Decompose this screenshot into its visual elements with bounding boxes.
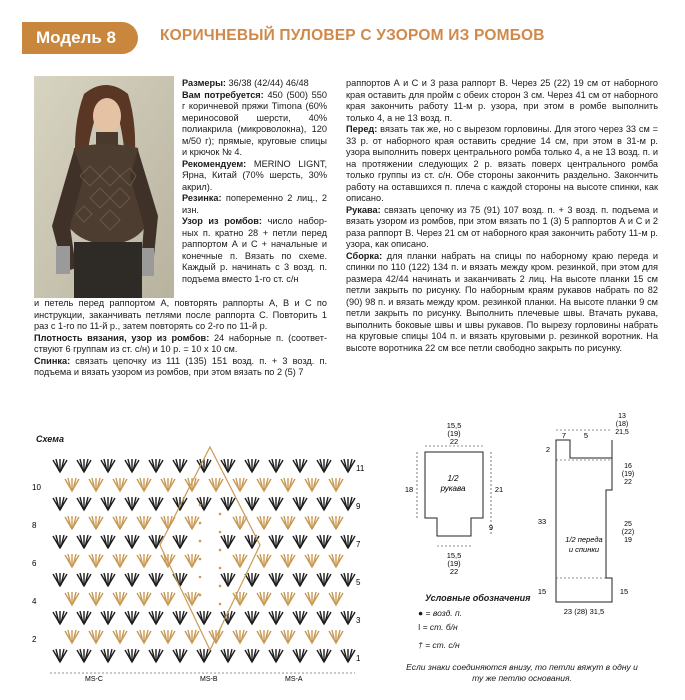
stitch-group-icon bbox=[101, 573, 115, 586]
stitch-group-icon bbox=[317, 535, 331, 548]
stitch-group-icon bbox=[257, 478, 271, 491]
stitch-group-icon bbox=[341, 459, 355, 472]
sleeve-diagram bbox=[395, 418, 515, 588]
row-number: 4 bbox=[32, 597, 37, 606]
stitch-group-icon bbox=[149, 649, 163, 662]
back-label: Спинка: bbox=[34, 355, 71, 366]
legend-title: Условные обозначения bbox=[425, 593, 531, 603]
body-top-mid: 5 bbox=[583, 431, 589, 440]
stitch-group-icon bbox=[317, 573, 331, 586]
stitch-group-icon bbox=[269, 611, 283, 624]
row-number: 5 bbox=[356, 578, 361, 587]
stitch-group-icon bbox=[341, 649, 355, 662]
chain-dot bbox=[219, 531, 222, 534]
stitch-group-icon bbox=[341, 535, 355, 548]
stitch-group-icon bbox=[161, 478, 175, 491]
stitch-group-icon bbox=[257, 592, 271, 605]
cross-stitch-icon: † bbox=[418, 640, 423, 650]
right-column bbox=[346, 78, 658, 354]
materials-text: 450 (500) 550 г коричневой пряжи Timona (60% мериносовой шерсти, 40% полиакрила (микроволокна), 120 м/50 г); прямые, круговые спицы и крючок № 4. bbox=[182, 89, 327, 157]
stitch-group-icon bbox=[317, 497, 331, 510]
stitch-group-icon bbox=[245, 611, 259, 624]
stitch-group-icon bbox=[281, 554, 295, 567]
stitch-group-icon bbox=[149, 497, 163, 510]
model-badge: Модель 8 bbox=[22, 22, 138, 54]
stitch-group-icon bbox=[149, 573, 163, 586]
stitch-group-icon bbox=[269, 459, 283, 472]
stitch-group-icon bbox=[137, 592, 151, 605]
density-text: 24 наборные п. (соответствуют 6 группам из ст. с/н) и 10 р. = 10 х 10 см. bbox=[34, 332, 327, 354]
chain-dot bbox=[219, 513, 222, 516]
stitch-group-icon bbox=[233, 554, 247, 567]
sleeve-cuff: 9 bbox=[488, 523, 494, 532]
left-column-top bbox=[182, 78, 327, 285]
stitch-group-icon bbox=[65, 554, 79, 567]
sizes-text: 36/38 (42/44) 46/48 bbox=[226, 78, 309, 88]
row-number: 9 bbox=[356, 502, 361, 511]
body-schematic bbox=[520, 412, 670, 617]
diamond-outline bbox=[160, 447, 260, 650]
stitch-group-icon bbox=[329, 630, 343, 643]
stitch-group-icon bbox=[65, 516, 79, 529]
materials-label: Вам потребуется: bbox=[182, 89, 264, 100]
stitch-group-icon bbox=[53, 535, 67, 548]
stitch-group-icon bbox=[101, 611, 115, 624]
body-label-1: 1/2 переда bbox=[565, 535, 603, 544]
body-top-left: 7 bbox=[561, 431, 567, 440]
stitch-group-icon bbox=[197, 459, 211, 472]
stitch-group-icon bbox=[125, 573, 139, 586]
sleeve-label-1: 1/2 bbox=[447, 474, 459, 483]
chain-dot bbox=[219, 585, 222, 588]
sleeve-schematic bbox=[395, 418, 515, 588]
sleeve-top-1: 15,5 bbox=[446, 421, 462, 430]
chain-dot bbox=[199, 504, 202, 507]
legend-tr bbox=[418, 640, 460, 650]
stitch-group-icon bbox=[245, 497, 259, 510]
assembly-label: Сборка: bbox=[346, 250, 383, 261]
rapport-label: MS-B bbox=[200, 676, 218, 683]
stitch-group-icon bbox=[197, 611, 211, 624]
stitch-group-icon bbox=[329, 516, 343, 529]
stitch-group-icon bbox=[113, 478, 127, 491]
recommend-label: Рекомендуем: bbox=[182, 158, 247, 169]
stitch-group-icon bbox=[137, 478, 151, 491]
stitch-group-icon bbox=[77, 497, 91, 510]
stitch-group-icon bbox=[329, 478, 343, 491]
body-neck: 2 bbox=[545, 445, 551, 454]
stitch-group-icon bbox=[293, 497, 307, 510]
row-number: 8 bbox=[32, 521, 37, 530]
stitch-group-icon bbox=[281, 592, 295, 605]
back-text: связать цепочку из 111 (135) 151 возд. п. + 3 возд. п. подъема и вязать узором из ромбов, при этом вязать по 2 (5) 7 bbox=[34, 355, 327, 377]
pattern-label: Узор из ромбов: bbox=[182, 216, 262, 226]
body-right-mid-1: 25 bbox=[624, 521, 632, 528]
body-right-mid-3: 19 bbox=[624, 537, 632, 544]
left-column-bottom bbox=[34, 298, 327, 379]
stitch-group-icon bbox=[209, 478, 223, 491]
stitch-group-icon bbox=[185, 516, 199, 529]
legend-chain-text: = возд. п. bbox=[425, 608, 463, 618]
stitch-group-icon bbox=[245, 573, 259, 586]
stitch-group-icon bbox=[221, 649, 235, 662]
stitch-group-icon bbox=[137, 554, 151, 567]
body-right-mid-2: (22) bbox=[621, 529, 635, 536]
stitch-group-icon bbox=[89, 592, 103, 605]
body-right-top-1: 16 bbox=[624, 463, 632, 470]
body-bottom: 23 (28) 31,5 bbox=[563, 607, 605, 616]
sleeve-bottom-1: 15,5 bbox=[446, 551, 462, 560]
body-right-top-2: (19) bbox=[621, 471, 635, 478]
stitch-group-icon bbox=[161, 592, 175, 605]
chain-dot bbox=[199, 558, 202, 561]
stitch-group-icon bbox=[89, 478, 103, 491]
stitch-group-icon bbox=[137, 630, 151, 643]
stitch-group-icon bbox=[185, 630, 199, 643]
stitch-group-icon bbox=[269, 649, 283, 662]
stitch-group-icon bbox=[329, 554, 343, 567]
stitch-group-icon bbox=[53, 573, 67, 586]
stitch-group-icon bbox=[125, 535, 139, 548]
stitch-group-icon bbox=[269, 497, 283, 510]
chain-dot bbox=[219, 567, 222, 570]
stitch-group-icon bbox=[113, 630, 127, 643]
stitch-group-icon bbox=[173, 611, 187, 624]
scheme-label: Схема bbox=[36, 434, 64, 444]
stitch-group-icon bbox=[125, 497, 139, 510]
stitch-group-icon bbox=[317, 611, 331, 624]
stitch-group-icon bbox=[65, 630, 79, 643]
stitch-group-icon bbox=[173, 649, 187, 662]
sleeves-label: Рукава: bbox=[346, 204, 381, 215]
chain-dot bbox=[199, 594, 202, 597]
sleeve-top-3: 22 bbox=[449, 437, 459, 446]
sleeve-top-2: (19) bbox=[447, 429, 461, 438]
sweater-photo-illustration bbox=[34, 76, 174, 298]
stitch-group-icon bbox=[65, 592, 79, 605]
stitch-group-icon bbox=[221, 497, 235, 510]
stitch-group-icon bbox=[257, 516, 271, 529]
chain-dot bbox=[219, 603, 222, 606]
stitch-group-icon bbox=[305, 478, 319, 491]
legend-tr-text: = ст. б/н bbox=[422, 622, 458, 632]
legend-dc-text: = ст. с/н bbox=[425, 640, 460, 650]
stitch-group-icon bbox=[89, 630, 103, 643]
rapport-label: MS-C bbox=[85, 676, 103, 683]
stitch-group-icon bbox=[221, 535, 235, 548]
body-bottom-right: 15 bbox=[619, 587, 629, 596]
stitch-group-icon bbox=[245, 459, 259, 472]
stitch-group-icon bbox=[53, 497, 67, 510]
chain-dot bbox=[199, 540, 202, 543]
sizes-label: Размеры: bbox=[182, 78, 226, 88]
stitch-group-icon bbox=[317, 649, 331, 662]
legend-note: Если знаки соединяются внизу, то петли вяжут в одну и ту же петлю основания. bbox=[406, 662, 638, 683]
stitch-group-icon bbox=[197, 649, 211, 662]
stitch-group-icon bbox=[317, 459, 331, 472]
stitch-group-icon bbox=[269, 573, 283, 586]
stitch-group-icon bbox=[173, 573, 187, 586]
body-diagram bbox=[520, 412, 670, 617]
dot-icon: ● bbox=[418, 608, 424, 618]
stitch-group-icon bbox=[293, 535, 307, 548]
stitch-group-icon bbox=[341, 497, 355, 510]
stitch-group-icon bbox=[233, 516, 247, 529]
body-top-right-2: (18) bbox=[615, 421, 629, 428]
row-number: 11 bbox=[356, 464, 365, 473]
sleeve-right: 21 bbox=[494, 485, 504, 494]
crochet-scheme bbox=[30, 445, 365, 685]
stitch-group-icon bbox=[173, 535, 187, 548]
body-top-right-1: 13 bbox=[618, 413, 626, 420]
stitch-group-icon bbox=[161, 516, 175, 529]
stitch-group-icon bbox=[125, 611, 139, 624]
stitch-group-icon bbox=[173, 497, 187, 510]
stitch-group-icon bbox=[89, 554, 103, 567]
sleeve-label-2: рукава bbox=[440, 484, 466, 493]
sleeve-bottom-2: (19) bbox=[447, 559, 461, 568]
stitch-group-icon bbox=[293, 649, 307, 662]
stitch-group-icon bbox=[89, 516, 103, 529]
stitch-group-icon bbox=[281, 516, 295, 529]
body-left-mid: 33 bbox=[537, 517, 547, 526]
stitch-group-icon bbox=[305, 592, 319, 605]
stitch-group-icon bbox=[125, 649, 139, 662]
row-number: 2 bbox=[32, 635, 37, 644]
stitch-group-icon bbox=[257, 630, 271, 643]
stitch-group-icon bbox=[101, 459, 115, 472]
stitch-group-icon bbox=[53, 649, 67, 662]
body-right-top-3: 22 bbox=[624, 479, 632, 486]
pattern-text-continued: и петель перед раппортом А, повторять раппорты А, В и С по инструкции, заканчивать петлями после раппорта С. Повторить 1 раз с 1-го по 11-й р., затем повторять со 2-го по 11-й р. bbox=[34, 298, 327, 331]
stitch-group-icon bbox=[185, 478, 199, 491]
row-number: 6 bbox=[32, 559, 37, 568]
recommend-text: MERINO LIGNT, Ярна, Китай (70% шерсть, 30% акрил). bbox=[182, 158, 327, 192]
page-title: КОРИЧНЕВЫЙ ПУЛОВЕР С УЗОРОМ ИЗ РОМБОВ bbox=[160, 27, 545, 44]
stitch-group-icon bbox=[281, 630, 295, 643]
body-label-2: и спинки bbox=[568, 545, 600, 554]
chain-dot bbox=[199, 522, 202, 525]
model-photo bbox=[34, 76, 174, 298]
stitch-group-icon bbox=[101, 497, 115, 510]
chain-dot bbox=[219, 549, 222, 552]
stitch-group-icon bbox=[77, 535, 91, 548]
stitch-group-icon bbox=[281, 478, 295, 491]
stitch-group-icon bbox=[77, 611, 91, 624]
stitch-group-icon bbox=[53, 459, 67, 472]
back-text-continued: раппортов А и С и 3 раза раппорт В. Через 25 (22) 19 см от наборного края оставить для пройм с обеих сторон 3 см. Через 41 см от наборного края закончить работу 11-м р. узора, при этом в ромбе выполнить только 4, а не 13 возд. п. bbox=[346, 78, 658, 123]
stitch-group-icon bbox=[113, 592, 127, 605]
stitch-group-icon bbox=[233, 478, 247, 491]
stitch-group-icon bbox=[221, 573, 235, 586]
stitch-group-icon bbox=[65, 478, 79, 491]
legend-chain bbox=[418, 608, 462, 618]
assembly-text: для планки набрать на спицы по наборному краю переда и спинки по 110 (122) 134 п. и вязать между кром. резинкой, при этом для размера 42/44 начинать и заканчивать 2 лиц. На высоте планки 15 см петли закрыть по рисунку. По наборным краям рукавов набрать по 82 (90) 98 п. и вязать между кром. резинкой планки. На высоте планки 9 см петли закрыть по рисунку. Выполнить плечевые швы. Втачать рукава, выполнить боковые швы и швы рукавов. По вырезу горловины набрать на круговые спицы 104 п. и вязать круговыми р. резинкой воротник. На высоте воротника 22 см все петли свободно закрыть по рисунку. bbox=[346, 250, 658, 353]
stitch-group-icon bbox=[113, 554, 127, 567]
sleeve-bottom-3: 22 bbox=[449, 567, 459, 576]
stitch-group-icon bbox=[77, 459, 91, 472]
stitch-group-icon bbox=[305, 516, 319, 529]
stitch-group-icon bbox=[101, 535, 115, 548]
density-label: Плотность вязания, узор из ромбов: bbox=[34, 332, 210, 343]
body-top-right-3: 21,5 bbox=[615, 429, 629, 436]
stitch-group-icon bbox=[233, 630, 247, 643]
stitch-group-icon bbox=[305, 554, 319, 567]
stitch-group-icon bbox=[113, 516, 127, 529]
stitch-group-icon bbox=[161, 630, 175, 643]
rib-label: Резинка: bbox=[182, 193, 222, 203]
stitch-group-icon bbox=[77, 649, 91, 662]
row-number: 3 bbox=[356, 616, 361, 625]
stitch-group-icon bbox=[269, 535, 283, 548]
stitch-group-icon bbox=[185, 554, 199, 567]
rapport-label: MS-A bbox=[285, 676, 303, 683]
stitch-group-icon bbox=[293, 459, 307, 472]
sleeves-text: связать цепочку из 75 (91) 107 возд. п. + 3 возд. п. подъема и вязать узором из ромбов, при этом вязать по 1 (3) 5 раппортов А и С и 2 раза раппорт В. Через 21 см от наборного края закончить работу 11-м р. узора, как описано. bbox=[346, 204, 658, 249]
front-label: Перед: bbox=[346, 124, 378, 134]
stitch-group-icon bbox=[245, 535, 259, 548]
stitch-group-icon bbox=[77, 573, 91, 586]
rib-text: попеременно 2 лиц., 2 изн. bbox=[182, 193, 327, 215]
stitch-group-icon bbox=[137, 516, 151, 529]
stitch-group-icon bbox=[341, 573, 355, 586]
front-text: вязать так же, но с вырезом горловины. Для этого через 33 см = 33 р. от наборного края оставить средние 14 см, при этом в 31-м р. узора выполнить поверх центрального ромба только 4, а не 13 возд. п. и на протяжении следующих 2 р. вязать поверх центрального ромба только группы из ст. с/н. Обе стороны закончить раздельно. Закончить работу на оставшихся п. плеча с каждой стороны на высоте спинки, как описано. bbox=[346, 124, 658, 203]
scheme-chart bbox=[30, 445, 365, 685]
legend-dc bbox=[418, 622, 458, 632]
pattern-text: число наборных п. кратно 28 + петли перед раппортом А и С + начальные и конечные п. Вязать по схеме. Каждый р. начинать с 3 возд. п. подъема вместо 1-го ст. с/н bbox=[182, 216, 327, 284]
stitch-group-icon bbox=[197, 497, 211, 510]
stitch-icon: ǀ bbox=[418, 622, 421, 632]
stitch-group-icon bbox=[293, 573, 307, 586]
stitch-group-icon bbox=[149, 611, 163, 624]
stitch-group-icon bbox=[245, 649, 259, 662]
stitch-group-icon bbox=[221, 459, 235, 472]
row-number: 7 bbox=[356, 540, 361, 549]
row-number: 1 bbox=[356, 654, 361, 663]
stitch-group-icon bbox=[149, 459, 163, 472]
body-bottom-left: 15 bbox=[537, 587, 547, 596]
stitch-group-icon bbox=[305, 630, 319, 643]
stitch-group-icon bbox=[53, 611, 67, 624]
stitch-group-icon bbox=[329, 592, 343, 605]
sleeve-left: 18 bbox=[404, 485, 414, 494]
stitch-group-icon bbox=[101, 649, 115, 662]
row-number: 10 bbox=[32, 483, 41, 492]
stitch-group-icon bbox=[341, 611, 355, 624]
stitch-group-icon bbox=[125, 459, 139, 472]
stitch-group-icon bbox=[173, 459, 187, 472]
stitch-group-icon bbox=[293, 611, 307, 624]
stitch-group-icon bbox=[257, 554, 271, 567]
chain-dot bbox=[199, 576, 202, 579]
